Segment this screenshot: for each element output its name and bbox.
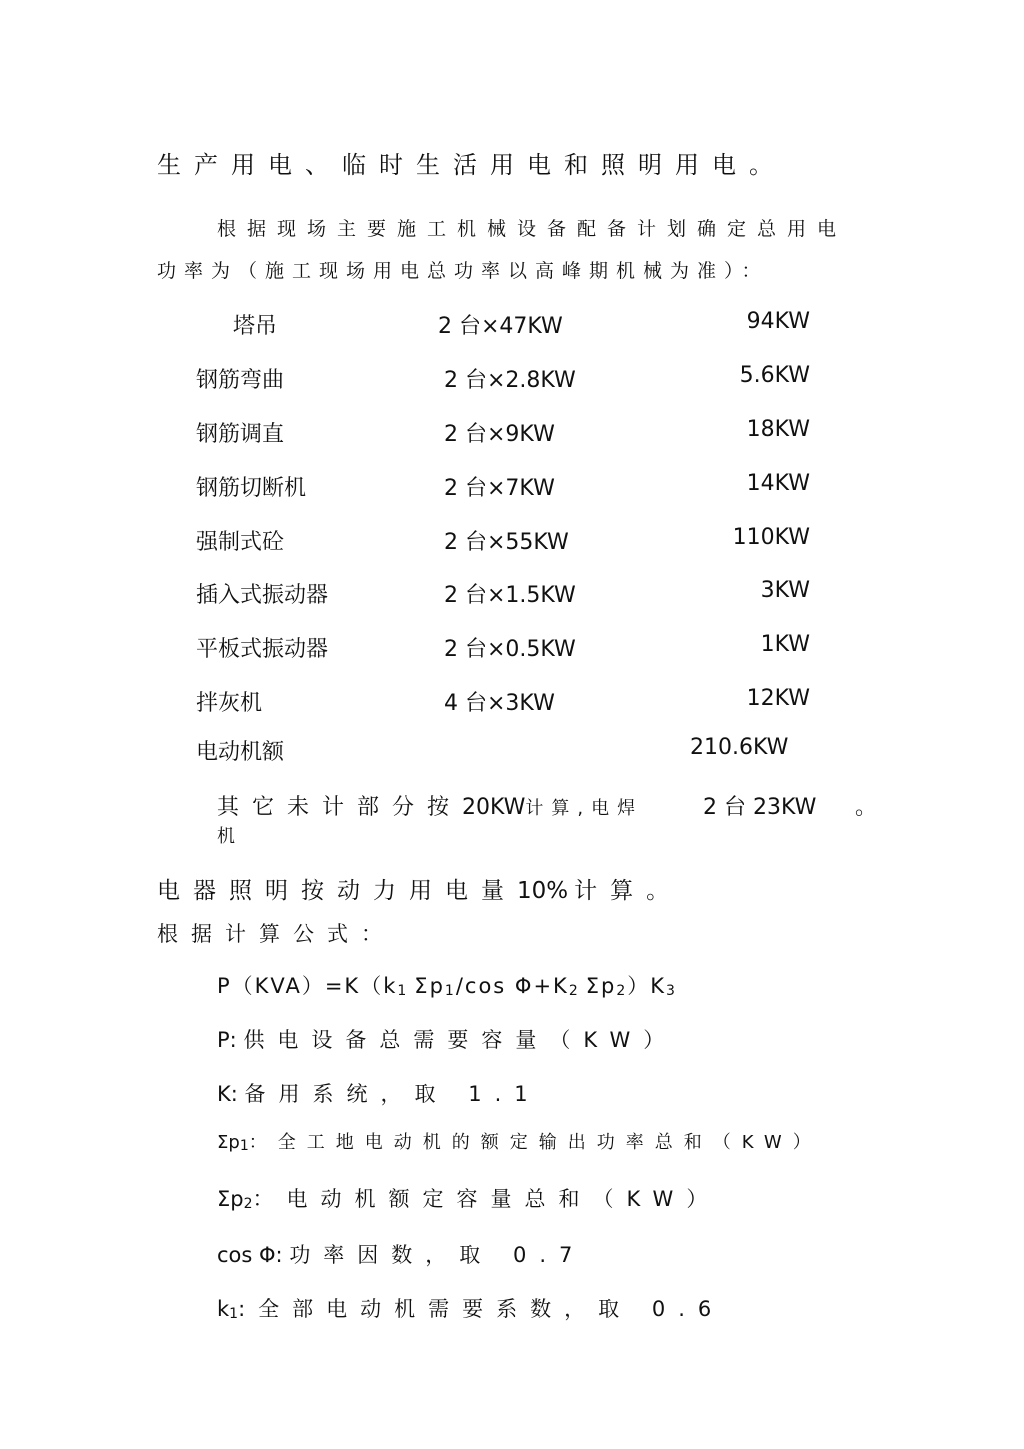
- equipment-name: 插入式振动器: [196, 583, 329, 608]
- other-text-b: 20KW: [462, 795, 526, 820]
- intro-line: 生产用电、临时生活用电和照明用电。: [157, 151, 786, 179]
- formula-sum2: Σp: [585, 974, 617, 998]
- formula-k1: k: [383, 974, 398, 998]
- def-sum-p2: [217, 1183, 720, 1213]
- equipment-spec: 2 台×0.5KW: [444, 637, 576, 662]
- formula-title: 根据计算公式：: [157, 922, 395, 946]
- formula-sum2-sub: 2: [616, 983, 628, 999]
- motor-total-label: 电动机额: [196, 740, 285, 765]
- formula-close: ）K: [627, 974, 667, 998]
- equipment-total: 12KW: [746, 686, 810, 711]
- paragraph-line-1: 根据现场主要施工机械设备配备计划确定总用电: [217, 218, 848, 240]
- equipment-spec: 2 台×7KW: [444, 476, 555, 501]
- equipment-spec: 2 台×1.5KW: [444, 583, 576, 608]
- def-sum-p1-text: ：全工地电动机的额定输出功率总和（KW）: [248, 1132, 822, 1153]
- motor-total-value: 210.6KW: [690, 735, 789, 760]
- def-k1-sym: k: [217, 1297, 230, 1321]
- def-cos-text: 功率因数，取 0.7: [289, 1243, 586, 1267]
- equipment-total: 94KW: [746, 309, 810, 334]
- formula-k1-sub: 1: [397, 983, 409, 999]
- other-text-e: 机: [217, 826, 235, 847]
- equipment-spec: 2 台×2.8KW: [444, 368, 576, 393]
- def-cos: [217, 1239, 585, 1269]
- def-sum-p1-sub: 1: [239, 1138, 249, 1154]
- other-value: 2 台 23KW: [703, 795, 817, 820]
- equipment-total: 18KW: [746, 417, 810, 442]
- equipment-name: 钢筋弯曲: [196, 368, 285, 393]
- def-sum-p1-sym: Σp: [217, 1132, 240, 1153]
- equipment-spec: 2 台×9KW: [444, 422, 555, 447]
- def-k-key: K:: [217, 1082, 238, 1106]
- other-text-d: ,电焊: [577, 798, 644, 819]
- equipment-spec: 4 台×3KW: [444, 691, 555, 716]
- equipment-total: 14KW: [746, 471, 810, 496]
- equipment-total: 3KW: [760, 578, 810, 603]
- def-p-key: P:: [217, 1028, 237, 1052]
- lighting-text-a: 电器照明按动力用电量: [157, 878, 517, 904]
- equipment-total: 5.6KW: [739, 363, 810, 388]
- lighting-line: [157, 872, 682, 905]
- other-text-c: 计算: [525, 798, 578, 819]
- other-line: [217, 790, 643, 821]
- def-p: [217, 1024, 677, 1054]
- def-sum-p1: [217, 1128, 822, 1154]
- formula-sum1: Σp: [414, 974, 445, 998]
- equipment-name: 拌灰机: [196, 691, 263, 716]
- def-p-text: 供电设备总需要容量（KW）: [243, 1028, 678, 1052]
- lighting-text-c: 计算。: [574, 878, 683, 904]
- equipment-name: 强制式砼: [196, 530, 285, 555]
- def-sum-p2-sym: Σp: [217, 1187, 244, 1211]
- def-k: [217, 1078, 541, 1108]
- formula-k2-sub: 2: [568, 983, 580, 999]
- equipment-spec: 2 台×47KW: [438, 314, 563, 339]
- def-cos-sym: cos Φ:: [217, 1243, 283, 1267]
- def-k1-sub: 1: [229, 1306, 239, 1322]
- def-sum-p2-sub: 2: [243, 1196, 253, 1212]
- equipment-spec: 2 台×55KW: [444, 530, 569, 555]
- formula-lhs: P（KVA）=K（: [217, 974, 384, 998]
- formula-sum1-sub: 1: [444, 983, 456, 999]
- other-text-a: 其它未计部分按: [217, 795, 463, 820]
- equipment-name: 钢筋调直: [196, 422, 285, 447]
- equipment-name: 钢筋切断机: [196, 476, 307, 501]
- formula: [217, 970, 677, 1000]
- paragraph-line-2: 功率为（施工现场用电总功率以高峰期机械为准）：: [157, 260, 769, 282]
- formula-cos: /cos Φ+K: [455, 974, 569, 998]
- def-k1-text: :全部电动机需要系数，取 0.6: [238, 1297, 725, 1321]
- def-k1: [217, 1293, 724, 1323]
- other-period: 。: [855, 795, 878, 820]
- def-k-text: 备用系统，取 1.1: [244, 1082, 541, 1106]
- equipment-total: 110KW: [732, 525, 810, 550]
- equipment-name: 塔吊: [233, 314, 278, 339]
- formula-k3-sub: 3: [666, 983, 677, 999]
- equipment-name: 平板式振动器: [196, 637, 329, 662]
- lighting-text-b: 10%: [517, 878, 569, 904]
- equipment-total: 1KW: [760, 632, 810, 657]
- def-sum-p2-text: ：电动机额定容量总和（KW）: [252, 1187, 721, 1211]
